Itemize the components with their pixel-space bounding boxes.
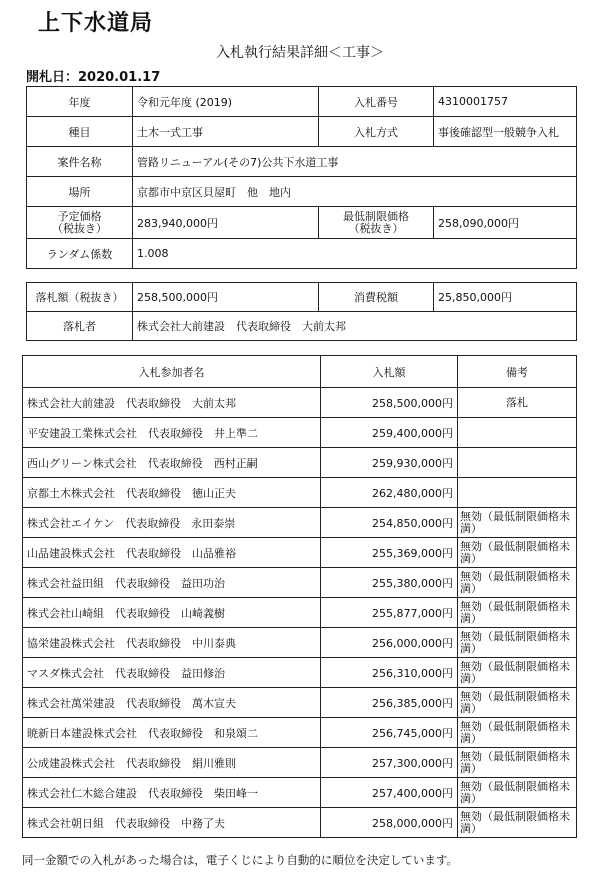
bid-amount: 259,930,000円 [321, 448, 458, 478]
planned-price-label: 予定価格 （税抜き） [27, 207, 133, 239]
case-name-value: 管路リニューアル(その7)公共下水道工事 [133, 147, 577, 177]
bidder-name: 株式会社仁木総合建設 代表取締役 柴田峰一 [23, 778, 321, 808]
bid-remark: 無効（最低制限価格未満） [458, 688, 577, 718]
bid-remark: 無効（最低制限価格未満） [458, 538, 577, 568]
header-remarks: 備考 [458, 356, 577, 388]
bid-remark [458, 448, 577, 478]
table-row [23, 658, 577, 688]
table-row [23, 718, 577, 748]
bid-remark: 無効（最低制限価格未満） [458, 718, 577, 748]
table-row [23, 478, 577, 508]
info-row-random [27, 239, 577, 269]
header-bid-amount: 入札額 [321, 356, 458, 388]
bidder-name: 山品建設株式会社 代表取締役 山品雅裕 [23, 538, 321, 568]
place-label: 場所 [27, 177, 133, 207]
bid-amount: 256,310,000円 [321, 658, 458, 688]
bid-method-value: 事後確認型一般競争入札 [434, 117, 577, 147]
table-row [23, 628, 577, 658]
table-row [23, 568, 577, 598]
tax-amount-value: 25,850,000円 [434, 283, 577, 312]
bidder-name: マスダ株式会社 代表取締役 益田修治 [23, 658, 321, 688]
random-factor-value: 1.008 [133, 239, 577, 269]
bid-remark: 無効（最低制限価格未満） [458, 598, 577, 628]
bidder-name: 株式会社益田組 代表取締役 益田功治 [23, 568, 321, 598]
case-name-label: 案件名称 [27, 147, 133, 177]
category-value: 土木一式工事 [133, 117, 319, 147]
bid-remark: 無効（最低制限価格未満） [458, 778, 577, 808]
bid-remark [458, 478, 577, 508]
min-price-label: 最低制限価格 （税抜き） [319, 207, 434, 239]
bid-remark: 無効（最低制限価格未満） [458, 628, 577, 658]
bid-remark: 無効（最低制限価格未満） [458, 568, 577, 598]
table-row [23, 808, 577, 838]
bid-amount: 256,745,000円 [321, 718, 458, 748]
award-row-winner [27, 312, 577, 341]
bid-remark: 無効（最低制限価格未満） [458, 658, 577, 688]
bidder-name: 協栄建設株式会社 代表取締役 中川泰典 [23, 628, 321, 658]
open-date: 開札日：2020.01.17 [26, 70, 161, 85]
table-row [23, 448, 577, 478]
bidder-name: 株式会社萬栄建設 代表取締役 萬木宣夫 [23, 688, 321, 718]
award-amount-label: 落札額（税抜き） [27, 283, 133, 312]
bid-amount: 258,500,000円 [321, 388, 458, 418]
bid-method-label: 入札方式 [319, 117, 434, 147]
bid-amount: 257,400,000円 [321, 778, 458, 808]
header-bidder-name: 入札参加者名 [23, 356, 321, 388]
award-table [26, 282, 577, 341]
bid-remark: 無効（最低制限価格未満） [458, 748, 577, 778]
table-row [23, 538, 577, 568]
year-value: 令和元年度 (2019) [133, 87, 319, 117]
bid-amount: 256,385,000円 [321, 688, 458, 718]
bidder-name: 平安建設工業株式会社 代表取締役 井上準二 [23, 418, 321, 448]
bid-remark: 無効（最低制限価格未満） [458, 508, 577, 538]
bidders-header-row [23, 356, 577, 388]
info-row-case [27, 147, 577, 177]
bid-remark: 落札 [458, 388, 577, 418]
bid-amount: 255,369,000円 [321, 538, 458, 568]
bidder-name: 公成建設株式会社 代表取締役 絹川雅則 [23, 748, 321, 778]
table-row [23, 688, 577, 718]
award-row-amount [27, 283, 577, 312]
org-name: 上下水道局 [38, 11, 154, 36]
bid-amount: 257,300,000円 [321, 748, 458, 778]
bidder-name: 暁新日本建設株式会社 代表取締役 和泉頌二 [23, 718, 321, 748]
min-price-value: 258,090,000円 [434, 207, 577, 239]
bid-info-table [26, 86, 577, 269]
bidder-name: 株式会社エイケン 代表取締役 永田泰崇 [23, 508, 321, 538]
bid-amount: 255,380,000円 [321, 568, 458, 598]
winner-value: 株式会社大前建設 代表取締役 大前太邦 [133, 312, 577, 341]
tax-amount-label: 消費税額 [319, 283, 434, 312]
bid-amount: 259,400,000円 [321, 418, 458, 448]
table-row [23, 388, 577, 418]
bid-amount: 255,877,000円 [321, 598, 458, 628]
category-label: 種目 [27, 117, 133, 147]
footer-note: 同一金額での入札があった場合は，電子くじにより自動的に順位を決定しています。 [22, 853, 458, 867]
planned-price-value: 283,940,000円 [133, 207, 319, 239]
bid-number-label: 入札番号 [319, 87, 434, 117]
bidder-name: 株式会社朝日組 代表取締役 中務了夫 [23, 808, 321, 838]
table-row [23, 778, 577, 808]
bidder-name: 京都土木株式会社 代表取締役 徳山正夫 [23, 478, 321, 508]
bid-amount: 258,000,000円 [321, 808, 458, 838]
document-title: 入札執行結果詳細＜工事＞ [216, 45, 384, 61]
info-row-year [27, 87, 577, 117]
place-value: 京都市中京区貝屋町 他 地内 [133, 177, 577, 207]
table-row [23, 748, 577, 778]
bid-remark [458, 418, 577, 448]
info-row-category [27, 117, 577, 147]
table-row [23, 598, 577, 628]
table-row [23, 508, 577, 538]
bidder-name: 株式会社山崎組 代表取締役 山崎義樹 [23, 598, 321, 628]
bid-amount: 256,000,000円 [321, 628, 458, 658]
award-amount-value: 258,500,000円 [133, 283, 319, 312]
bidders-table [22, 355, 577, 838]
bid-amount: 262,480,000円 [321, 478, 458, 508]
table-row [23, 418, 577, 448]
info-row-prices [27, 207, 577, 239]
bid-amount: 254,850,000円 [321, 508, 458, 538]
info-row-place [27, 177, 577, 207]
bidder-name: 西山グリーン株式会社 代表取締役 西村正嗣 [23, 448, 321, 478]
random-factor-label: ランダム係数 [27, 239, 133, 269]
bidder-name: 株式会社大前建設 代表取締役 大前太邦 [23, 388, 321, 418]
year-label: 年度 [27, 87, 133, 117]
bid-number-value: 4310001757 [434, 87, 577, 117]
bid-remark: 無効（最低制限価格未満） [458, 808, 577, 838]
winner-label: 落札者 [27, 312, 133, 341]
